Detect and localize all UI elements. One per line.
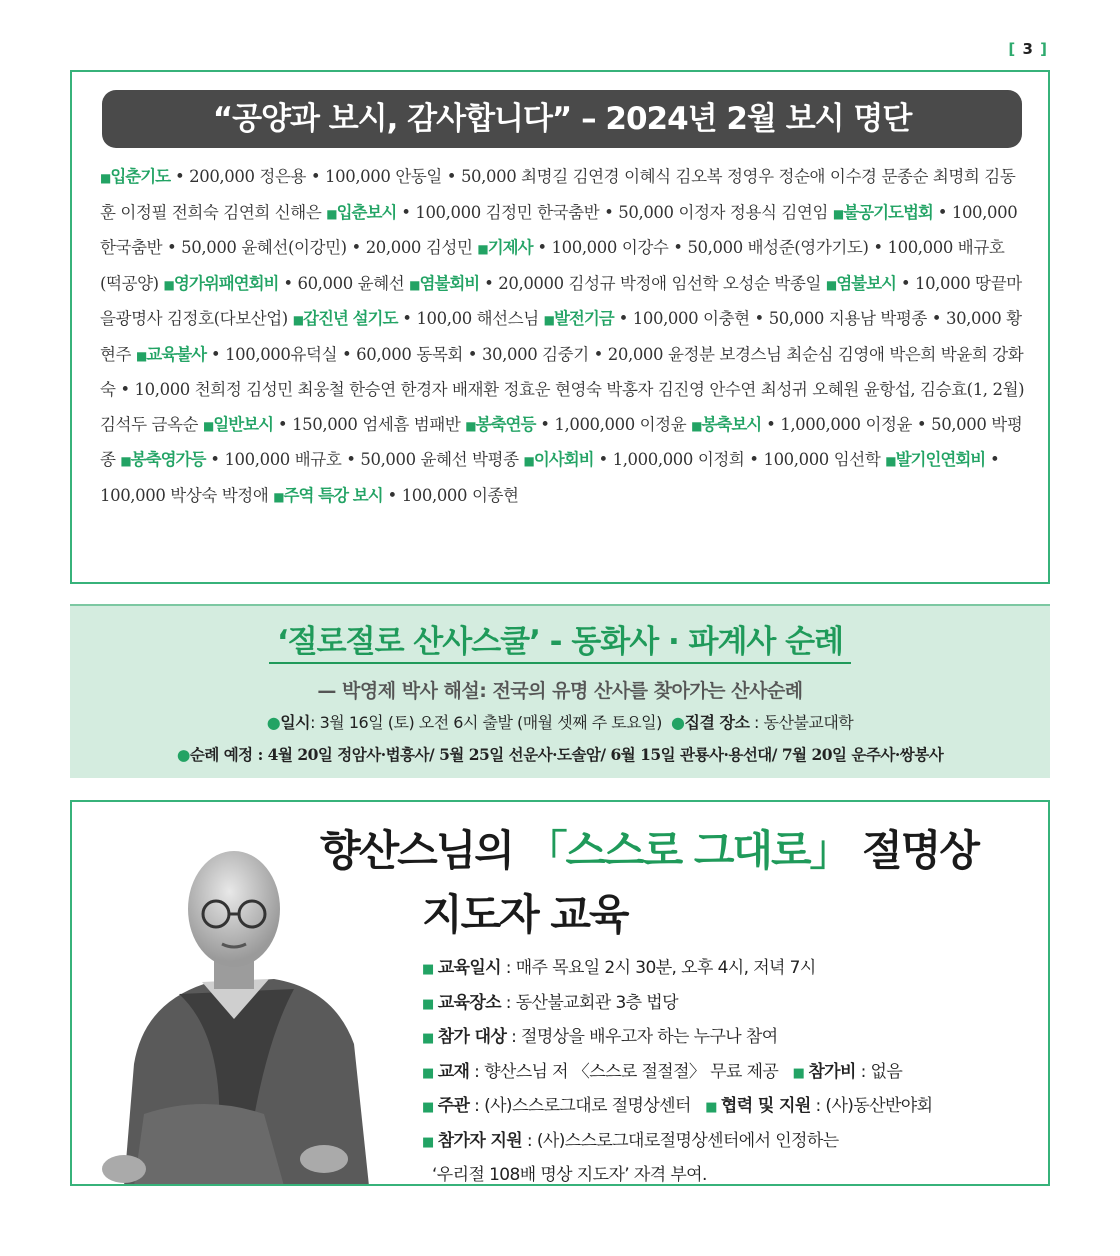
donor-category: 불공기도법회 [843,202,933,222]
date-label: 일시 [280,713,311,732]
donor-category: 입춘보시 [336,202,397,222]
bullet-square-icon: ■ [705,1100,717,1115]
bullet-square-icon: ■ [326,206,337,221]
donor-names: • 20,0000 김성규 박정애 임선학 오성순 박종일 [479,273,826,293]
education-section [70,800,1050,1186]
bullet-square-icon: ■ [465,418,476,433]
list-item-continuation: ‘우리절 108배 명상 지도자’ 자격 부여. [432,1165,707,1185]
bullet-square-icon: ■ [825,277,837,292]
bullet-square-icon: ■ [100,171,111,185]
donor-category: 염불회비 [419,273,480,293]
bullet-dot-icon: ● [266,713,281,732]
pilgrimage-title: ‘절로절로 산사스쿨’ - 동화사 · 파계사 순례 [70,616,1050,661]
donor-names: • 100,000 이강수 • 50,000 배성준(영가기도) • 100,000 배규호 (떡공양) [100,238,1005,293]
place-value: : 동산불교대학 [754,713,854,732]
donor-category: 염불보시 [836,273,896,293]
donor-category: 발전기금 [553,309,614,328]
page-number: [ 3 ] [1008,40,1048,58]
donor-list-title: “공양과 보시, 감사합니다” – 2024년 2월 보시 명단 [102,90,1022,148]
bullet-square-icon: ■ [422,996,434,1012]
bullet-square-icon: ■ [477,242,488,256]
donor-names: • 150,000 엄세흠 범패반 [273,414,466,434]
donor-category: 영가위패연회비 [173,273,279,293]
bullet-square-icon: ■ [273,489,284,504]
bullet-square-icon: ■ [832,206,844,221]
donor-category: 주역 특강 보시 [283,485,383,505]
donor-list-section [70,70,1050,584]
donor-entry [273,486,518,505]
bullet-square-icon: ■ [120,454,131,468]
bullet-square-icon: ■ [163,277,174,292]
donor-names: • 100,00 해선스님 [397,309,544,328]
donor-category: 봉축연등 [475,414,536,434]
donor-category: 봉축보시 [701,414,762,434]
bullet-square-icon: ■ [543,313,554,327]
donor-names: • 100,000 박상숙 박정애 [100,450,1000,505]
donor-names: • 10,000 땅끝마을광명사 김정호(다보산업) [100,273,1022,328]
education-title-line2: 지도자 교육 [422,890,628,939]
pilgrimage-subtitle: — 박영제 박사 해설: 전국의 유명 산사를 찾아가는 산사순례 [317,680,803,702]
education-title-highlight: 「스스로 그대로」 [525,826,850,875]
bullet-square-icon: ■ [422,1100,434,1115]
bullet-square-icon: ■ [135,348,147,363]
bullet-square-icon: ■ [202,418,214,433]
donor-names: • 100,000 한국춤반 • 50,000 윤혜선(이강민) • 20,000 김성민 [100,202,1018,257]
donor-category: 입춘기도 [110,167,171,186]
bullet-square-icon: ■ [523,454,534,468]
bullet-square-icon: ■ [691,418,702,433]
donor-names: • 1,000,000 이정희 • 100,000 임선학 [593,450,886,469]
donor-entry [203,415,465,434]
bullet-square-icon: ■ [422,962,434,977]
list-item: ■ 교재 : 향산스님 저 〈스스로 절절절〉 무료 제공 ■ 참가비 : 없음 [422,1061,903,1082]
donor-entry [120,450,523,469]
bullet-square-icon: ■ [422,1031,434,1046]
donor-category: 기제사 [487,238,533,257]
bullet-square-icon: ■ [422,1065,434,1081]
donor-entry [326,203,833,222]
donor-names: • 100,000 배규호 • 50,000 윤혜선 박평종 [205,450,524,469]
schedule-value: : 4월 20일 정암사·법흥사/ 5월 25일 선운사·도솔암/ 6월 15일 관룡사·용선대/ 7월 20일 운주사·쌍봉사 [257,745,944,764]
donor-entry [465,415,691,434]
list-item: ■ 참가 대상 : 절명상을 배우고자 하는 누구나 참여 [422,1027,778,1047]
education-info-list [422,952,1042,1186]
bullet-square-icon: ■ [409,277,420,292]
bullet-dot-icon: ● [176,745,190,764]
donor-category: 이사회비 [533,450,594,469]
donor-entry [293,309,544,328]
place-label: 집결 장소 [684,713,750,732]
donor-category: 봉축영가등 [130,450,206,469]
pilgrimage-section [70,604,1050,778]
donor-names: • 60,000 윤혜선 [278,273,410,293]
donor-entry [164,274,410,293]
list-item: ■ 교육장소 : 동산불교회관 3층 법당 [422,992,678,1013]
bullet-square-icon: ■ [792,1065,805,1081]
donor-names: • 100,000 김정민 한국춤반 • 50,000 이정자 정용식 김연임 [396,202,833,222]
bullet-square-icon: ■ [885,454,896,468]
donor-category: 갑진년 설기도 [303,309,398,328]
donor-names: • 100,000 이종현 [382,485,519,505]
donor-names: • 200,000 정은용 • 100,000 안동일 • 50,000 최명길 김연경 이혜식 김오복 정영우 정순애 이수경 문종순 최명희 김동훈 이정필 전희숙 김연희 신해은 [100,167,1016,222]
donor-entry [523,450,885,469]
donor-names: • 100,000 이충현 • 50,000 지용남 박평종 • 30,000 황현주 [100,309,1022,364]
donor-category: 발기인연회비 [895,450,986,469]
bullet-square-icon: ■ [422,1134,434,1150]
bullet-square-icon: ■ [292,313,304,327]
pilgrimage-date-line [70,710,1050,733]
schedule-label: 순례 예정 [189,746,253,764]
list-item: ■ 주관 : (사)스스로그대로 절명상센터 ■ 협력 및 지원 : (사)동산반야회 [422,1096,933,1116]
education-title: 향산스님의 「스스로 그대로」 절명상 [320,826,978,875]
donor-entry [409,274,826,293]
donor-category: 교육불사 [146,344,207,364]
donor-names: • 1,000,000 이정윤 • 50,000 박평종 [100,414,1023,469]
date-value: : 3월 16일 (토) 오전 6시 출발 (매월 셋째 주 토요일) [310,713,662,732]
list-item: ■ 교육일시 : 매주 목요일 2시 30분, 오후 4시, 저녁 7시 [422,958,816,978]
donor-list-body [100,160,1026,514]
bullet-dot-icon: ● [671,713,685,732]
pilgrimage-schedule-line [70,743,1050,765]
list-item: ■ 참가자 지원 : (사)스스로그대로절명상센터에서 인정하는 [422,1130,839,1151]
donor-category: 일반보시 [213,414,274,434]
donor-names: • 100,000유덕실 • 60,000 동목회 • 30,000 김중기 • 20,000 윤정분 보경스님 최순심 김영애 박은희 박윤희 강화숙 • 10,000 천희정 김성민 최웅철 한승연 한경자 배재환 정효운 현영숙 박홍자 김진영 안수연 최성귀 오혜원 윤항섭, 김승효(1, 2월) 김석두 금옥순 [100,344,1025,434]
donor-names: • 1,000,000 이정윤 [535,414,692,434]
